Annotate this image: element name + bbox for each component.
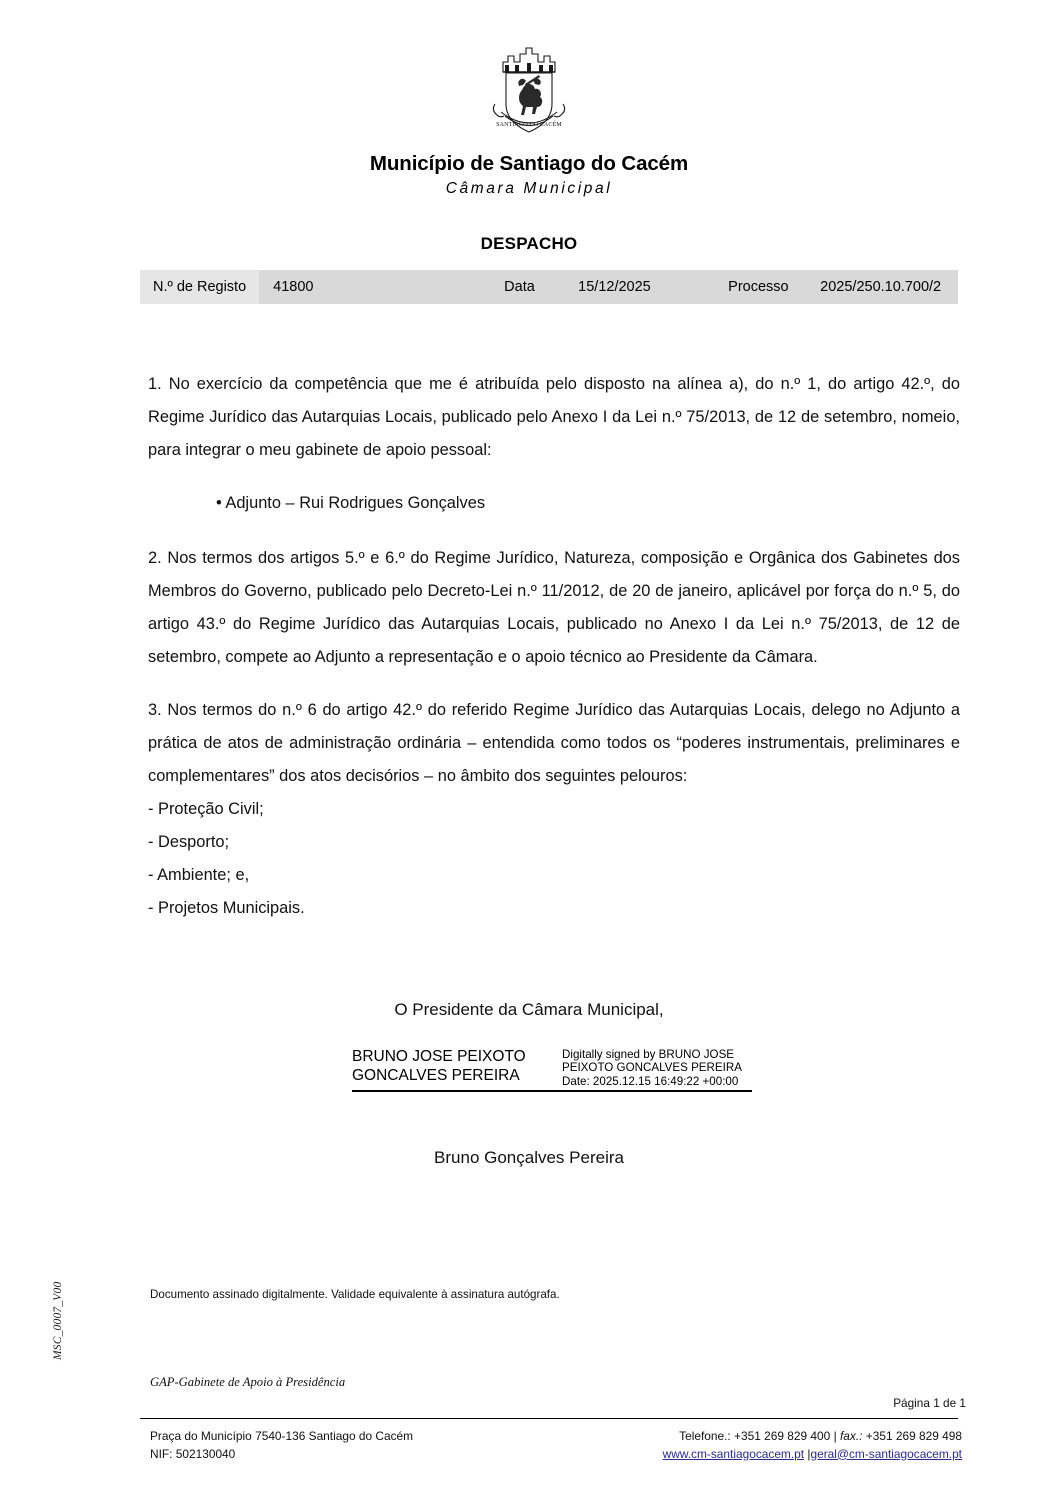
registry-number-value: 41800	[273, 279, 314, 295]
body-paragraph-3: 3. Nos termos do n.º 6 do artigo 42.º do referido Regime Jurídico das Autarquias Locais, delego no Adjunto a prática de atos de administração ordinária – entendida como todos os “poderes instrumentais, preliminares e complementares” dos atos decisórios – no âmbito dos seguintes pelouros:	[148, 701, 960, 785]
pelouro-item-4: - Projetos Municipais.	[148, 899, 305, 917]
footer-divider	[140, 1418, 958, 1419]
appointment-bullet: • Adjunto – Rui Rodrigues Gonçalves	[216, 494, 486, 512]
footer-address-line-1: Praça do Município 7540-136 Santiago do Cacém	[150, 1429, 414, 1443]
svg-text:SANTIAGO DO CACÉM: SANTIAGO DO CACÉM	[496, 121, 562, 128]
registry-process-label: Processo	[728, 279, 789, 295]
body-paragraph-1: 1. No exercício da competência que me é atribuída pelo disposto na alínea a), do n.º 1, do artigo 42.º, do Regime Jurídico das Autarquias Locais, publicado pelo Anexo I da Lei n.º 75/2013, de 12 de setembro, nomeio, para integrar o meu gabinete de apoio pessoal:	[148, 375, 960, 459]
document-body	[148, 368, 960, 925]
pelouro-item-1: - Proteção Civil;	[148, 800, 264, 818]
registry-date-value: 15/12/2025	[578, 279, 651, 295]
footer-separator: |	[833, 1429, 837, 1443]
footer-department: GAP-Gabinete de Apoio à Presidência	[150, 1375, 346, 1389]
footer-email-link[interactable]: geral@cm-santiagocacem.pt	[810, 1446, 962, 1461]
footer-contacts	[663, 1428, 962, 1463]
signer-printed-name: Bruno Gonçalves Pereira	[434, 1148, 624, 1167]
footer-phone-value: +351 269 829 400	[734, 1429, 831, 1443]
registry-date-label: Data	[504, 279, 535, 295]
body-paragraph-2: 2. Nos termos dos artigos 5.º e 6.º do Regime Jurídico, Natureza, composição e Orgânica dos Gabinetes dos Membros do Governo, publicado pelo Decreto-Lei n.º 11/2012, de 20 de janeiro, aplicável por força do n.º 5, do artigo 43.º do Regime Jurídico das Autarquias Locais, publicado no Anexo I da Lei n.º 75/2013, de 12 de setembro, compete ao Adjunto a representação e o apoio técnico ao Presidente da Câmara.	[148, 549, 960, 666]
coat-of-arms-icon	[481, 42, 577, 142]
footer-fax-label: fax.:	[839, 1429, 863, 1443]
footer-address	[150, 1428, 413, 1463]
signature-heading: O Presidente da Câmara Municipal,	[394, 1000, 664, 1019]
signature-stamp-name: BRUNO JOSE PEIXOTO GONCALVES PEREIRA	[352, 1048, 526, 1084]
registry-process-value: 2025/250.10.700/2	[820, 279, 942, 295]
footer-page-number: Página 1 de 1	[893, 1396, 966, 1410]
footer-fax-value: +351 269 829 498	[865, 1429, 962, 1443]
footer-website-link[interactable]: www.cm-santiagocacem.pt	[662, 1446, 805, 1461]
document-version-code: MSC_0007_V00	[52, 1281, 64, 1360]
pelouro-item-3: - Ambiente; e,	[148, 866, 250, 884]
organization-name: Município de Santiago do Cacém	[369, 152, 689, 175]
document-header	[0, 42, 1058, 198]
footer-web-line	[663, 1446, 962, 1464]
organization-subtitle: Câmara Municipal	[445, 180, 613, 197]
footer-separator-2: |	[807, 1446, 811, 1461]
registry-bar	[140, 270, 958, 304]
footer-phone-line	[663, 1428, 962, 1446]
digital-signature-stamp	[352, 1048, 752, 1092]
footer-phone-label: Telefone.:	[679, 1429, 731, 1443]
document-title: DESPACHO	[480, 234, 578, 253]
registry-number-label: N.º de Registo	[140, 270, 259, 304]
pelouro-item-2: - Desporto;	[148, 833, 230, 851]
footer-address-line-2: NIF: 502130040	[150, 1446, 236, 1461]
digital-signature-note: Documento assinado digitalmente. Validade equivalente à assinatura autógrafa.	[150, 1288, 560, 1301]
signature-stamp-details: Digitally signed by BRUNO JOSE PEIXOTO GONCALVES PEREIRA Date: 2025.12.15 16:49:22 +00:00	[562, 1048, 742, 1088]
